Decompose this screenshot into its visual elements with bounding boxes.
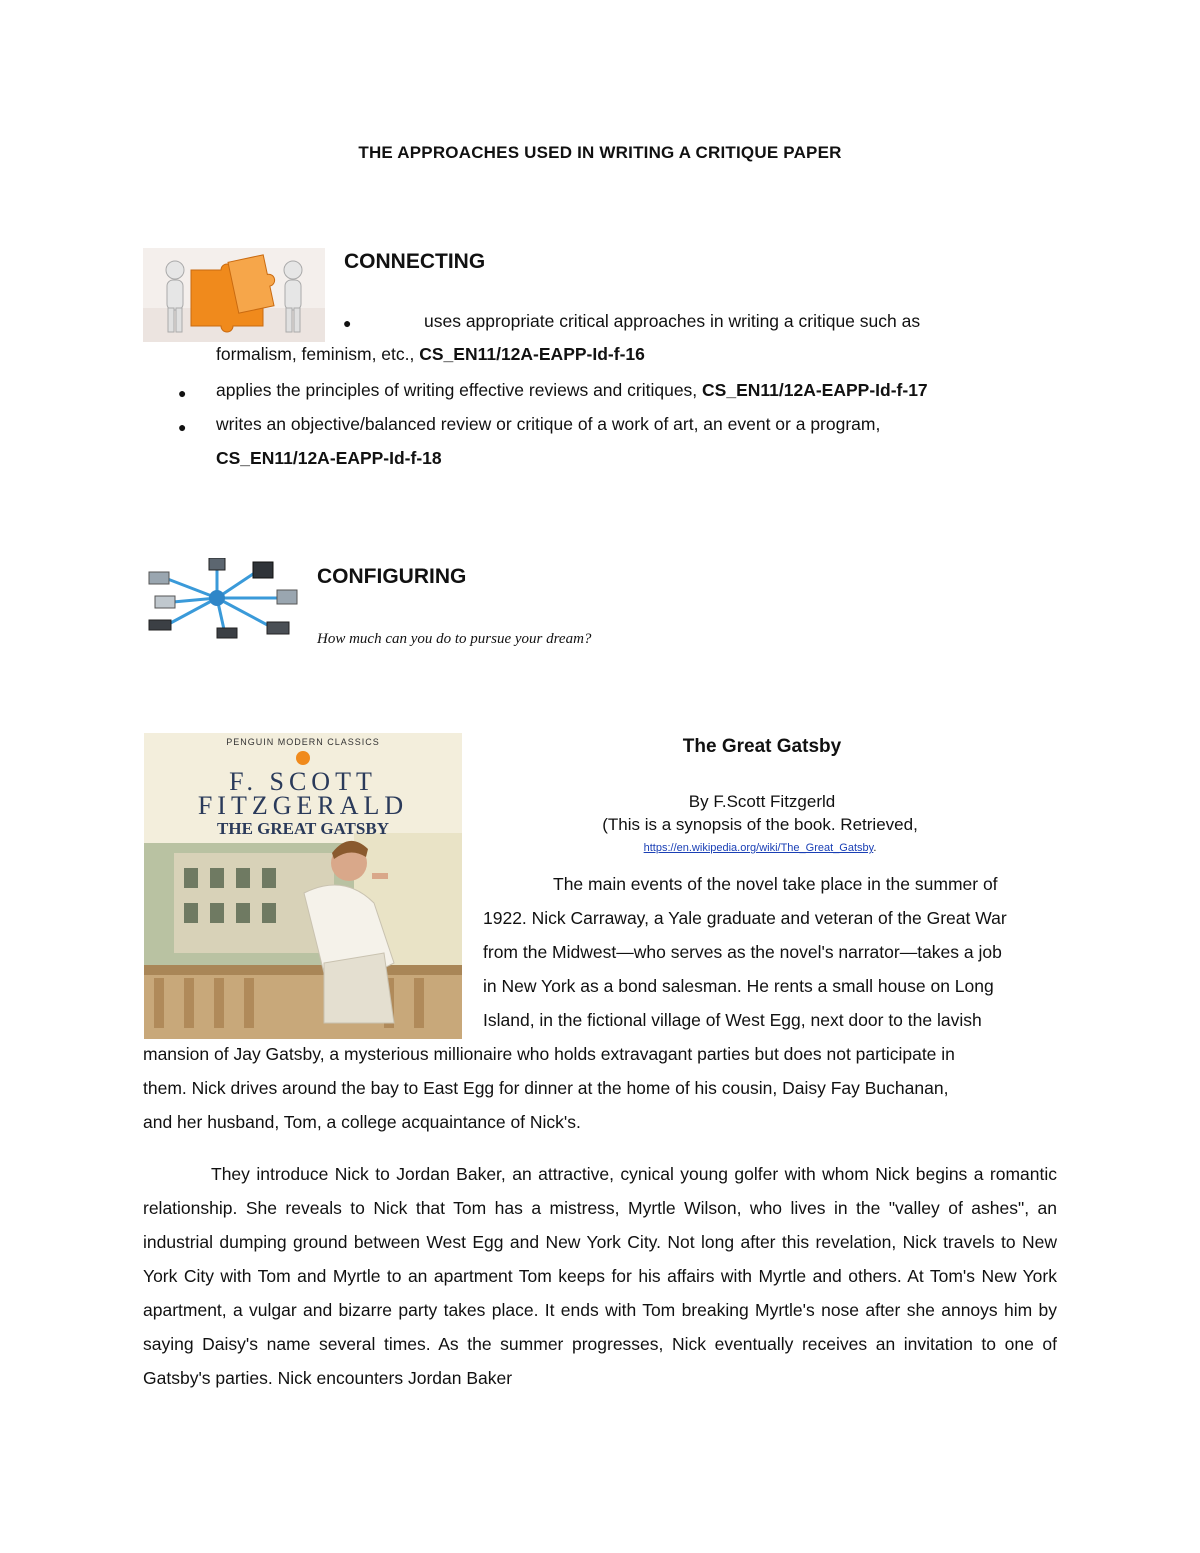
- cover-author-line2: FITZGERALD: [197, 791, 409, 820]
- connecting-item-1-line2: [216, 344, 645, 365]
- connecting-item-2-text: applies the principles of writing effective reviews and critiques,: [216, 380, 703, 400]
- connecting-item-2: [216, 380, 928, 401]
- article-paragraph-2: They introduce Nick to Jordan Baker, an attractive, cynical young golfer with whom Nick begins a romantic relationship. She reveals to Nick that Tom has a mistress, Myrtle Wilson, who lives in the "valley of ashes", an industrial dumping ground between West Egg and New York City. Not long after this revelation, Nick travels to New York City with Tom and Myrtle to an apartment Tom keeps for his affairs with Myrtle and others. At Tom's New York apartment, a vulgar and bizarre party takes place. It ends with Tom breaking Myrtle's nose after she annoys him by saying Daisy's name several times. As the summer progresses, Nick eventually receives an invitation to one of Gatsby's parties. Nick encounters Jordan Baker: [143, 1164, 1057, 1388]
- p1-line-5: Island, in the fictional village of West Egg, next door to the lavish: [483, 1010, 982, 1030]
- cover-author-line1: F. SCOTT: [229, 767, 377, 796]
- penguin-logo-icon: [296, 751, 310, 765]
- connecting-item-1-code: CS_EN11/12A-EAPP-Id-f-16: [419, 344, 645, 364]
- p1-line-8: and her husband, Tom, a college acquaintance of Nick's.: [143, 1112, 581, 1132]
- document-title: THE APPROACHES USED IN WRITING A CRITIQUE PAPER: [358, 143, 842, 162]
- connecting-item-3-code: CS_EN11/12A-EAPP-Id-f-18: [216, 448, 442, 468]
- p1-line-1: The main events of the novel take place in the summer of: [553, 874, 998, 894]
- connecting-item-1-line1: uses appropriate critical approaches in writing a critique such as: [424, 311, 921, 331]
- configuring-question: How much can you do to pursue your dream?: [317, 631, 592, 647]
- puzzle-people-icon: [143, 248, 325, 342]
- bullet-icon: ●: [343, 315, 352, 331]
- p1-line-7: them. Nick drives around the bay to East Egg for dinner at the home of his cousin, Daisy Fay Buchanan,: [143, 1078, 949, 1098]
- cover-series: PENGUIN MODERN CLASSICS: [226, 737, 380, 747]
- p1-line-4: in New York as a bond salesman. He rents a small house on Long: [483, 976, 994, 996]
- configuring-heading: CONFIGURING: [317, 565, 467, 588]
- connecting-heading: CONNECTING: [344, 250, 486, 273]
- article-title: The Great Gatsby: [682, 736, 842, 757]
- connecting-item-2-code: CS_EN11/12A-EAPP-Id-f-17: [702, 380, 928, 400]
- p1-line-2: 1922. Nick Carraway, a Yale graduate and veteran of the Great War: [483, 908, 1007, 928]
- network-diagram-icon: [143, 558, 301, 640]
- source-link[interactable]: https://en.wikipedia.org/wiki/The_Great_Gatsby: [643, 842, 874, 854]
- bullet-icon: ●: [178, 385, 187, 401]
- p1-line-6: mansion of Jay Gatsby, a mysterious millionaire who holds extravagant parties but does not participate in: [143, 1044, 955, 1064]
- connecting-item-1-text: formalism, feminism, etc.,: [216, 344, 420, 364]
- article-byline: By F.Scott Fitzgerld: [688, 792, 836, 811]
- book-cover-image: [144, 733, 462, 1039]
- p1-line-3: from the Midwest—who serves as the novel's narrator—takes a job: [483, 942, 1002, 962]
- article-source-row: https://en.wikipedia.org/wiki/The_Great_Gatsby.: [643, 842, 877, 854]
- bullet-icon: ●: [178, 419, 187, 435]
- cover-title: THE GREAT GATSBY: [217, 819, 389, 838]
- article-source-note: (This is a synopsis of the book. Retrieved,: [602, 815, 918, 834]
- connecting-item-3-text: writes an objective/balanced review or critique of a work of art, an event or a program,: [216, 414, 881, 434]
